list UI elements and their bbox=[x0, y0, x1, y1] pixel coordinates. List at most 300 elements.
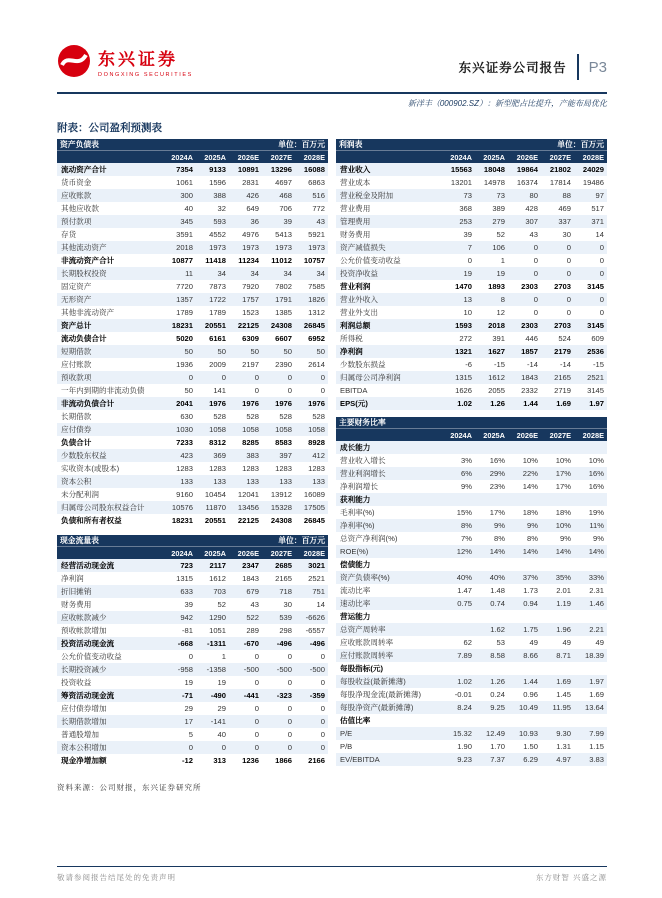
table-row bbox=[57, 754, 328, 767]
value-cell: 52 bbox=[496, 230, 505, 239]
left-column bbox=[57, 139, 328, 767]
section-title: 附表：公司盈利预测表 bbox=[57, 122, 162, 134]
value-cell: 2165 bbox=[554, 373, 571, 382]
value-cell: 0 bbox=[566, 269, 571, 278]
row-label: EBITDA bbox=[340, 386, 368, 395]
value-cell: -6 bbox=[465, 360, 472, 369]
row-label: 负债合计 bbox=[61, 438, 92, 447]
value-cell: 389 bbox=[492, 204, 505, 213]
table-row bbox=[57, 559, 328, 572]
income-statement-header bbox=[336, 139, 607, 151]
value-cell: 10% bbox=[588, 456, 604, 465]
value-cell: 679 bbox=[246, 587, 259, 596]
value-cell: 1866 bbox=[275, 756, 292, 765]
value-cell: 1.46 bbox=[589, 599, 604, 608]
value-cell: 412 bbox=[312, 451, 325, 460]
value-cell: 73 bbox=[463, 191, 472, 200]
table-row bbox=[57, 267, 328, 280]
brand-name-en: DONGXING SECURITIES bbox=[98, 71, 193, 78]
income-statement-table bbox=[336, 139, 607, 410]
value-cell: 13456 bbox=[237, 503, 259, 512]
value-cell: 2.31 bbox=[589, 586, 604, 595]
value-cell: 1283 bbox=[242, 464, 259, 473]
table-row bbox=[336, 228, 607, 241]
value-cell: 1843 bbox=[242, 574, 259, 583]
table-row bbox=[336, 740, 607, 753]
value-cell: -500 bbox=[276, 665, 292, 674]
value-cell: 1.44 bbox=[523, 399, 538, 408]
value-cell: 1.02 bbox=[457, 677, 472, 686]
value-cell: 5413 bbox=[275, 230, 292, 239]
row-label: 应收账款周转率 bbox=[340, 638, 394, 647]
value-cell: 0 bbox=[188, 373, 193, 382]
value-cell: 14% bbox=[555, 547, 571, 556]
value-cell: 12.49 bbox=[485, 729, 505, 738]
section-row bbox=[336, 610, 607, 623]
value-cell: 4976 bbox=[242, 230, 259, 239]
value-cell: 0 bbox=[254, 373, 259, 382]
value-cell: 12% bbox=[456, 547, 472, 556]
value-cell: 6863 bbox=[308, 178, 325, 187]
value-cell: 524 bbox=[558, 334, 571, 343]
value-cell: 1.69 bbox=[556, 677, 571, 686]
value-cell: 2041 bbox=[176, 399, 193, 408]
row-label: 营业外收入 bbox=[340, 295, 378, 304]
value-cell: 6161 bbox=[209, 334, 226, 343]
value-cell: 0 bbox=[287, 386, 292, 395]
table-row bbox=[57, 637, 328, 650]
value-cell: 1385 bbox=[275, 308, 292, 317]
table-row bbox=[57, 624, 328, 637]
value-cell: 19 bbox=[217, 678, 226, 687]
value-cell: 19% bbox=[588, 508, 604, 517]
value-cell: 1976 bbox=[275, 399, 292, 408]
report-subtitle: 新洋丰（000902.SZ）：新型肥占比提升，产能布局优化 bbox=[407, 99, 607, 108]
value-cell: 8.24 bbox=[457, 703, 472, 712]
value-cell: 6.29 bbox=[523, 755, 538, 764]
table-row bbox=[336, 545, 607, 558]
value-cell: 1321 bbox=[455, 347, 472, 356]
value-cell: 6952 bbox=[308, 334, 325, 343]
value-cell: 772 bbox=[312, 204, 325, 213]
row-label: 资本公积 bbox=[61, 477, 92, 486]
value-cell: 1.02 bbox=[457, 399, 472, 408]
table-row bbox=[336, 636, 607, 649]
year-column-header: 2024A bbox=[171, 548, 193, 558]
value-cell: 49 bbox=[595, 638, 604, 647]
year-column-header: 2025A bbox=[483, 152, 505, 162]
year-column-header: 2028E bbox=[303, 548, 325, 558]
value-cell: 1.90 bbox=[457, 742, 472, 751]
value-cell: 88 bbox=[562, 191, 571, 200]
value-cell: 1612 bbox=[209, 574, 226, 583]
value-cell: 14% bbox=[588, 547, 604, 556]
value-cell: 1283 bbox=[275, 464, 292, 473]
value-cell: 1061 bbox=[176, 178, 193, 187]
value-cell: 17% bbox=[489, 508, 505, 517]
value-cell: 298 bbox=[279, 626, 292, 635]
value-cell: 18048 bbox=[483, 165, 505, 174]
value-cell: 468 bbox=[279, 191, 292, 200]
value-cell: 97 bbox=[595, 191, 604, 200]
value-cell: 300 bbox=[180, 191, 193, 200]
value-cell: 1523 bbox=[242, 308, 259, 317]
value-cell: 15328 bbox=[270, 503, 292, 512]
value-cell: 15.32 bbox=[452, 729, 472, 738]
value-cell: 8312 bbox=[209, 438, 226, 447]
row-label: 营业外支出 bbox=[340, 308, 378, 317]
value-cell: 14% bbox=[522, 482, 538, 491]
value-cell: 371 bbox=[591, 217, 604, 226]
table-row bbox=[57, 358, 328, 371]
value-cell: 10.49 bbox=[518, 703, 538, 712]
value-cell: 0 bbox=[533, 243, 538, 252]
table-row bbox=[57, 215, 328, 228]
value-cell: 5020 bbox=[176, 334, 193, 343]
value-cell: 2303 bbox=[521, 321, 538, 330]
row-label: 每股净现金流(最新摊薄) bbox=[340, 690, 421, 699]
value-cell: 36 bbox=[250, 217, 259, 226]
value-cell: 2018 bbox=[176, 243, 193, 252]
value-cell: 4697 bbox=[275, 178, 292, 187]
value-cell: 1470 bbox=[455, 282, 472, 291]
value-cell: 397 bbox=[279, 451, 292, 460]
table-row bbox=[57, 501, 328, 514]
row-label: 归属母公司股东权益合计 bbox=[61, 503, 145, 512]
row-label: 净利率(%) bbox=[340, 521, 375, 530]
row-label: 长期借款增加 bbox=[61, 717, 107, 726]
value-cell: 13 bbox=[463, 295, 472, 304]
value-cell: 11 bbox=[185, 269, 193, 278]
forecast-tables bbox=[57, 139, 607, 767]
value-cell: 16374 bbox=[516, 178, 538, 187]
section-row bbox=[336, 493, 607, 506]
value-cell: 50 bbox=[217, 347, 226, 356]
value-cell: 133 bbox=[246, 477, 259, 486]
row-label: 归属母公司净利润 bbox=[340, 373, 401, 382]
value-cell: 39 bbox=[283, 217, 292, 226]
value-cell: 313 bbox=[213, 756, 226, 765]
report-type-label: 东兴证券公司报告 bbox=[458, 61, 567, 75]
table-row bbox=[336, 384, 607, 397]
value-cell: 0 bbox=[320, 373, 325, 382]
value-cell: 14% bbox=[489, 547, 505, 556]
year-column-header: 2027E bbox=[549, 430, 571, 440]
value-cell: 9160 bbox=[176, 490, 193, 499]
value-cell: 1826 bbox=[308, 295, 325, 304]
value-cell: 34 bbox=[250, 269, 259, 278]
value-cell: 7720 bbox=[176, 282, 193, 291]
row-label: 现金净增加额 bbox=[61, 756, 107, 765]
value-cell: 0 bbox=[287, 743, 292, 752]
value-cell: 1593 bbox=[455, 321, 472, 330]
table-row bbox=[336, 649, 607, 662]
vertical-divider bbox=[577, 54, 579, 80]
table-row bbox=[57, 410, 328, 423]
row-label: 普通股增加 bbox=[61, 730, 99, 739]
table-row bbox=[336, 332, 607, 345]
financial-ratios-header bbox=[336, 417, 607, 429]
year-column-header: 2024A bbox=[450, 152, 472, 162]
value-cell: 2719 bbox=[554, 386, 571, 395]
row-label: 毛利率(%) bbox=[340, 508, 375, 517]
table-row bbox=[336, 293, 607, 306]
value-cell: 30 bbox=[562, 230, 571, 239]
value-cell: 1976 bbox=[242, 399, 259, 408]
value-cell: 8% bbox=[494, 534, 505, 543]
value-cell: -958 bbox=[177, 665, 193, 674]
value-cell: 0 bbox=[287, 717, 292, 726]
value-cell: 16088 bbox=[303, 165, 325, 174]
value-cell: 1.48 bbox=[490, 586, 505, 595]
value-cell: 1627 bbox=[488, 347, 505, 356]
table-row bbox=[336, 358, 607, 371]
year-column-header: 2025A bbox=[204, 548, 226, 558]
value-cell: 2347 bbox=[242, 561, 259, 570]
table-row bbox=[57, 293, 328, 306]
value-cell: 17% bbox=[555, 482, 571, 491]
value-cell: 10% bbox=[555, 456, 571, 465]
value-cell: 1757 bbox=[242, 295, 259, 304]
value-cell: 2018 bbox=[488, 321, 505, 330]
value-cell: 8 bbox=[500, 295, 505, 304]
value-cell: 0 bbox=[533, 295, 538, 304]
value-cell: 14 bbox=[595, 230, 604, 239]
table-title: 现金流量表 bbox=[60, 536, 99, 545]
row-label: 营业税金及附加 bbox=[340, 191, 394, 200]
value-cell: 9.30 bbox=[556, 729, 571, 738]
value-cell: -14 bbox=[560, 360, 571, 369]
table-row bbox=[336, 571, 607, 584]
value-cell: 0 bbox=[320, 704, 325, 713]
row-label: 财务费用 bbox=[340, 230, 371, 239]
value-cell: 1290 bbox=[209, 613, 226, 622]
value-cell: 2521 bbox=[587, 373, 604, 382]
value-cell: 0 bbox=[254, 743, 259, 752]
row-label: 长期借款 bbox=[61, 412, 92, 421]
page-footer bbox=[57, 866, 607, 883]
value-cell: 23% bbox=[489, 482, 505, 491]
value-cell: -496 bbox=[309, 639, 325, 648]
year-column-header: 2024A bbox=[450, 430, 472, 440]
value-cell: 1936 bbox=[176, 360, 193, 369]
section-row bbox=[336, 714, 607, 727]
row-label: 营业利润 bbox=[340, 282, 371, 291]
table-row bbox=[57, 650, 328, 663]
value-cell: 8928 bbox=[308, 438, 325, 447]
value-cell: 0 bbox=[254, 386, 259, 395]
table-row bbox=[57, 176, 328, 189]
year-header-row bbox=[336, 151, 607, 163]
value-cell: 133 bbox=[312, 477, 325, 486]
table-row bbox=[336, 176, 607, 189]
value-cell: 1722 bbox=[209, 295, 226, 304]
value-cell: 39 bbox=[184, 600, 193, 609]
row-label: 总资产周转率 bbox=[340, 625, 386, 634]
value-cell: 345 bbox=[180, 217, 193, 226]
table-row bbox=[57, 449, 328, 462]
value-cell: 21802 bbox=[549, 165, 571, 174]
balance-sheet-body bbox=[57, 163, 328, 527]
row-label: 非流动负债合计 bbox=[61, 399, 115, 408]
table-row bbox=[57, 585, 328, 598]
row-label: 公允价值变动收益 bbox=[61, 652, 122, 661]
value-cell: 279 bbox=[492, 217, 505, 226]
value-cell: 2390 bbox=[275, 360, 292, 369]
table-row bbox=[57, 332, 328, 345]
value-cell: 11234 bbox=[238, 256, 259, 265]
value-cell: 1058 bbox=[209, 425, 226, 434]
value-cell: 35% bbox=[555, 573, 571, 582]
value-cell: 18.39 bbox=[584, 651, 604, 660]
row-label: 长期股权投资 bbox=[61, 269, 107, 278]
table-row bbox=[336, 371, 607, 384]
row-label: 速动比率 bbox=[340, 599, 371, 608]
value-cell: 9% bbox=[461, 482, 472, 491]
table-row bbox=[336, 480, 607, 493]
value-cell: 2.01 bbox=[556, 586, 571, 595]
value-cell: 383 bbox=[246, 451, 259, 460]
page-header bbox=[57, 44, 607, 80]
row-label: 货币资金 bbox=[61, 178, 92, 187]
value-cell: -323 bbox=[276, 691, 292, 700]
value-cell: 1973 bbox=[275, 243, 292, 252]
value-cell: 1 bbox=[500, 256, 505, 265]
row-label: 应付债券增加 bbox=[61, 704, 107, 713]
balance-sheet-header bbox=[57, 139, 328, 151]
table-row bbox=[336, 306, 607, 319]
table-row bbox=[57, 715, 328, 728]
value-cell: -1311 bbox=[206, 639, 226, 648]
value-cell: 2332 bbox=[521, 386, 538, 395]
unit-label: 单位：百万元 bbox=[557, 140, 604, 149]
value-cell: 19486 bbox=[582, 178, 604, 187]
table-row bbox=[336, 688, 607, 701]
table-row bbox=[336, 345, 607, 358]
value-cell: 9% bbox=[527, 521, 538, 530]
value-cell: 7873 bbox=[209, 282, 226, 291]
row-label: 每股指标(元) bbox=[340, 664, 384, 673]
value-cell: 1315 bbox=[455, 373, 472, 382]
value-cell: 1051 bbox=[209, 626, 226, 635]
table-row bbox=[57, 741, 328, 754]
brand-logo bbox=[57, 44, 193, 78]
table-row bbox=[336, 532, 607, 545]
table-row bbox=[336, 727, 607, 740]
value-cell: 20551 bbox=[204, 516, 226, 525]
value-cell: 1789 bbox=[209, 308, 226, 317]
value-cell: 20551 bbox=[204, 321, 226, 330]
value-cell: 1857 bbox=[521, 347, 538, 356]
value-cell: 1.75 bbox=[523, 625, 538, 634]
value-cell: 18% bbox=[555, 508, 571, 517]
value-cell: 1612 bbox=[488, 373, 505, 382]
value-cell: 10576 bbox=[171, 503, 193, 512]
value-cell: 4552 bbox=[209, 230, 226, 239]
value-cell: 0 bbox=[533, 256, 538, 265]
value-cell: 1843 bbox=[521, 373, 538, 382]
value-cell: 50 bbox=[316, 347, 325, 356]
value-cell: 13201 bbox=[450, 178, 472, 187]
row-label: 预收帐款增加 bbox=[61, 626, 107, 635]
value-cell: 141 bbox=[213, 386, 226, 395]
table-row bbox=[57, 663, 328, 676]
value-cell: 1.62 bbox=[490, 625, 505, 634]
value-cell: 2703 bbox=[554, 282, 571, 291]
table-row bbox=[57, 436, 328, 449]
value-cell: 1.96 bbox=[556, 625, 571, 634]
table-row bbox=[336, 675, 607, 688]
year-column-header: 2026E bbox=[516, 430, 538, 440]
year-column-header: 2028E bbox=[582, 430, 604, 440]
table-row bbox=[57, 384, 328, 397]
value-cell: 1789 bbox=[176, 308, 193, 317]
brand-name: 东兴证券 bbox=[98, 49, 178, 69]
table-row bbox=[336, 584, 607, 597]
value-cell: 0 bbox=[533, 308, 538, 317]
row-label: 财务费用 bbox=[61, 600, 92, 609]
value-cell: -15 bbox=[494, 360, 505, 369]
value-cell: 446 bbox=[525, 334, 538, 343]
value-cell: 1236 bbox=[242, 756, 259, 765]
table-row bbox=[336, 597, 607, 610]
row-label: 资产总计 bbox=[61, 321, 92, 330]
value-cell: 0 bbox=[287, 373, 292, 382]
value-cell: 18231 bbox=[171, 321, 193, 330]
value-cell: 17% bbox=[555, 469, 571, 478]
value-cell: 1.69 bbox=[589, 690, 604, 699]
value-cell: 0 bbox=[320, 678, 325, 687]
value-cell: 609 bbox=[591, 334, 604, 343]
value-cell: 1893 bbox=[488, 282, 505, 291]
value-cell: 5 bbox=[188, 730, 193, 739]
value-cell: 10454 bbox=[204, 490, 226, 499]
year-column-header: 2025A bbox=[483, 430, 505, 440]
value-cell: -71 bbox=[182, 691, 193, 700]
value-cell: 17505 bbox=[303, 503, 325, 512]
value-cell: 7% bbox=[461, 534, 472, 543]
row-label: 资产减值损失 bbox=[340, 243, 386, 252]
value-cell: -14 bbox=[527, 360, 538, 369]
value-cell: 26845 bbox=[303, 321, 325, 330]
value-cell: 253 bbox=[459, 217, 472, 226]
value-cell: 1791 bbox=[275, 295, 292, 304]
row-label: 营业成本 bbox=[340, 178, 371, 187]
value-cell: 19 bbox=[496, 269, 505, 278]
value-cell: 2521 bbox=[308, 574, 325, 583]
year-header-row bbox=[57, 151, 328, 163]
value-cell: 0 bbox=[566, 256, 571, 265]
value-cell: 9% bbox=[494, 521, 505, 530]
value-cell: 1626 bbox=[455, 386, 472, 395]
value-cell: 22125 bbox=[237, 321, 259, 330]
value-cell: 2197 bbox=[242, 360, 259, 369]
value-cell: 8.58 bbox=[490, 651, 505, 660]
value-cell: 7.99 bbox=[589, 729, 604, 738]
row-label: 未分配利润 bbox=[61, 490, 99, 499]
row-label: 无形资产 bbox=[61, 295, 92, 304]
value-cell: 73 bbox=[496, 191, 505, 200]
value-cell: 52 bbox=[217, 600, 226, 609]
row-label: 成长能力 bbox=[340, 443, 371, 452]
row-label: 预收款项 bbox=[61, 373, 92, 382]
table-row bbox=[336, 519, 607, 532]
value-cell: 1058 bbox=[242, 425, 259, 434]
value-cell: 528 bbox=[213, 412, 226, 421]
value-cell: 718 bbox=[279, 587, 292, 596]
value-cell: 0 bbox=[320, 730, 325, 739]
value-cell: 528 bbox=[246, 412, 259, 421]
